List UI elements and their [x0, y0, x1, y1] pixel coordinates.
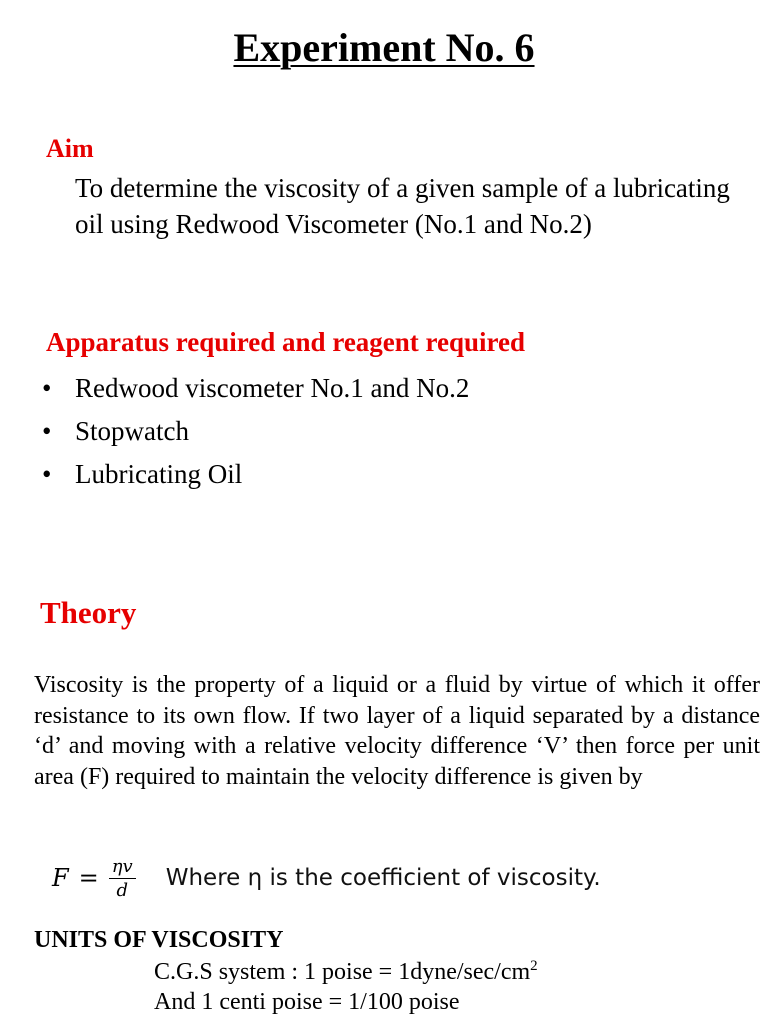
bullet-icon: •	[42, 459, 52, 489]
units-cgs-superscript: 2	[530, 958, 538, 974]
viscosity-formula	[52, 856, 136, 901]
apparatus-item-label: Stopwatch	[75, 416, 189, 446]
apparatus-item-label: Lubricating Oil	[75, 459, 243, 489]
theory-heading: Theory	[40, 595, 137, 630]
apparatus-item	[42, 370, 469, 413]
formula-fraction	[109, 856, 136, 901]
units-cgs-line	[154, 958, 538, 986]
page-title: Experiment No. 6	[233, 25, 535, 70]
theory-paragraph: Viscosity is the property of a liquid or a fluid by virtue of which it offer resistance to its own flow. If two layer of a liquid separated by a distance ‘d’ and moving with a relative velocity difference ‘V’ then force per unit area (F) required to maintain the velocity difference is given by	[34, 672, 760, 790]
formula-lhs: F	[52, 864, 69, 892]
formula-note: Where η is the coefficient of viscosity.	[165, 865, 601, 891]
units-heading: UNITS OF VISCOSITY	[34, 927, 284, 953]
formula-equals: =	[78, 864, 99, 892]
viscosity-formula-row	[52, 850, 601, 906]
formula-denominator: d	[116, 879, 128, 901]
bullet-icon: •	[42, 373, 52, 403]
units-centipoise-line: And 1 centi poise = 1/100 poise	[154, 989, 460, 1015]
apparatus-heading: Apparatus required and reagent required	[46, 327, 526, 357]
apparatus-item-label: Redwood viscometer No.1 and No.2	[75, 373, 470, 403]
units-cgs-text: C.G.S system : 1 poise = 1dyne/sec/cm	[154, 959, 531, 985]
aim-heading: Aim	[46, 134, 94, 163]
apparatus-list	[42, 370, 469, 499]
apparatus-item	[42, 413, 469, 456]
bullet-icon: •	[42, 416, 52, 446]
apparatus-item	[42, 456, 469, 499]
aim-text: To determine the viscosity of a given sample of a lubricating oil using Redwood Viscometer (No.1 and No.2)	[75, 173, 730, 239]
formula-numerator: ηv	[111, 855, 133, 877]
